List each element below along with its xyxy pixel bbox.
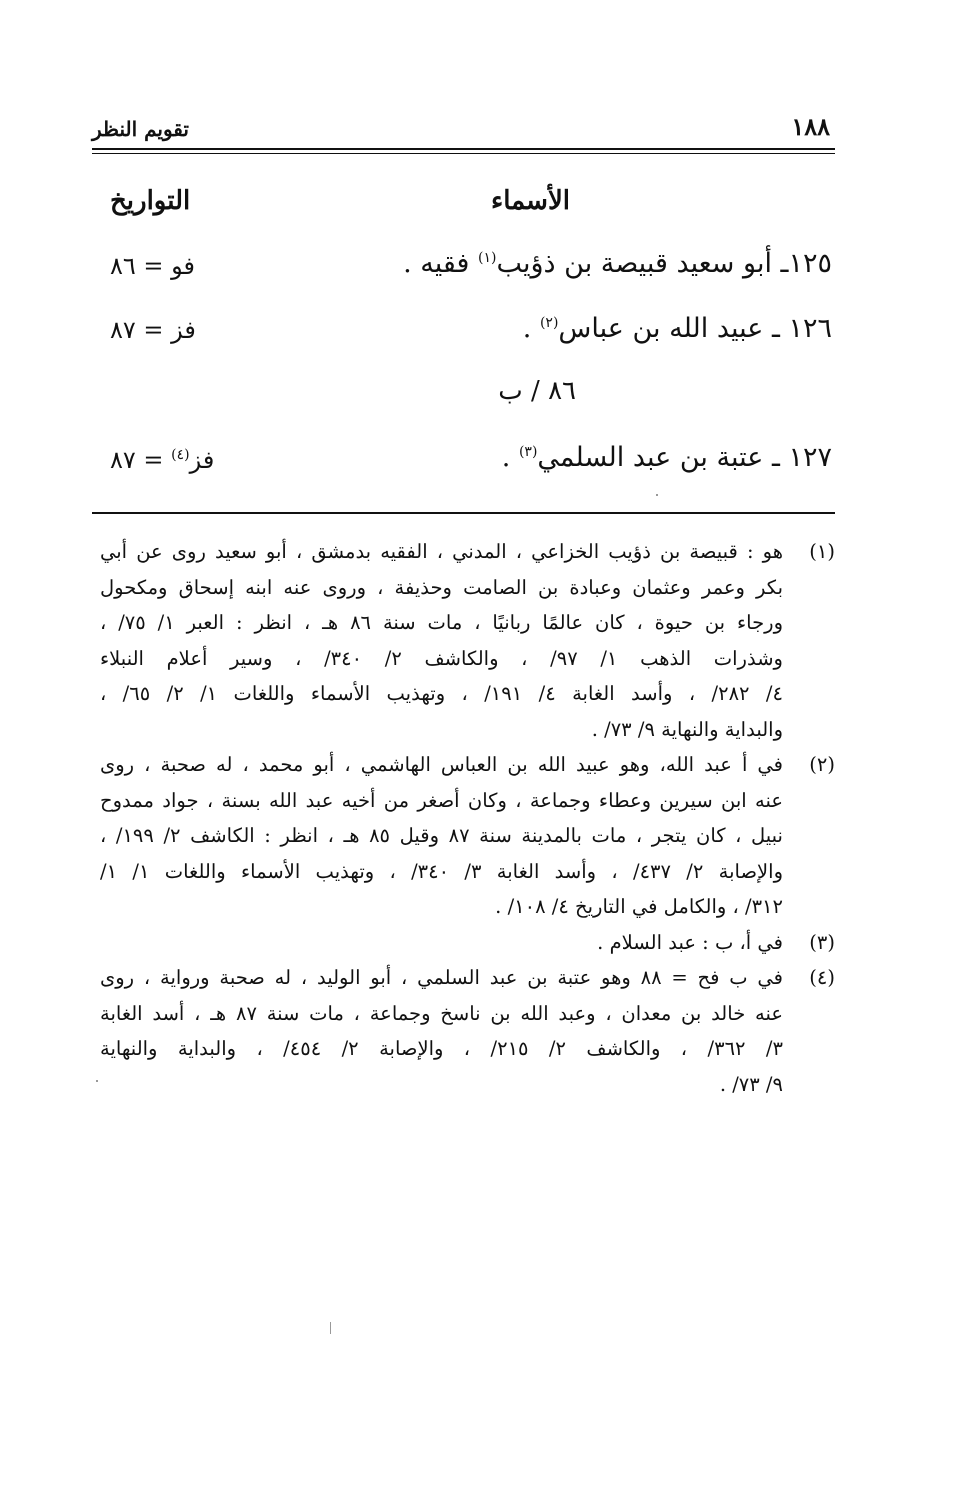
entry-125-date: فو = ٨٦ — [110, 252, 196, 280]
dates-column-heading: التواريخ — [110, 186, 191, 216]
footnote-ref-4: (٤) — [171, 447, 190, 463]
footnote-line: بكر وعمر وعثمان وعبادة بن الصامت وحذيفة ، وروى عنه ابنه إسحاق ومكحول — [100, 575, 783, 599]
page-number: ١٨٨ — [791, 112, 830, 141]
footnote-line: عنه خالد بن معدان ، وعبد الله بن ناسخ وجماعة ، مات سنة ٨٧ هـ ، أسد الغابة — [100, 1001, 783, 1025]
footnote-line: نبيل ، كان يتجر ، مات بالمدينة سنة ٨٧ وقيل ٨٥ هـ ، انظر : الكاشف ٢/ ١٩٩/ ، — [100, 824, 783, 847]
footnote-text — [100, 960, 783, 1102]
footnote-line: في أ عبد الله، وهو عبيد الله بن العباس الهاشمي ، أبو محمد ، له صحبة ، روى — [100, 753, 783, 776]
footnote-line: في أ، ب : عبد السلام . — [597, 930, 783, 954]
footnote-line: ٤/ ٢٨٢/ ، وأسد الغابة ٤/ ١٩١/ ، وتهذيب الأسماء واللغات ١/ ٢/ ٦٥/ ، — [100, 682, 783, 705]
footnote-number: (٢) — [809, 753, 835, 776]
footnote-1 — [100, 534, 835, 747]
entry-127-date — [110, 446, 214, 474]
footnote-3 — [100, 925, 835, 961]
entry-name-suffix: . — [501, 442, 519, 473]
footnote-line: والبداية والنهاية ٩/ ٧٣/ . — [591, 717, 783, 741]
entry-125-name — [403, 248, 832, 279]
entry-126-name — [523, 313, 832, 344]
entry-name-text: ١٢٥ـ أبو سعيد قبيصة بن ذؤيب — [496, 248, 832, 279]
footnote-ref-3: (٣) — [518, 444, 538, 460]
footnote-text — [100, 747, 783, 925]
header-rule-top — [92, 148, 835, 150]
footnote-line: ٩/ ٧٣/ . — [719, 1072, 783, 1096]
footnote-ref-2: (٢) — [539, 315, 559, 331]
footnote-text — [100, 925, 783, 961]
entry-name-suffix: . — [522, 313, 540, 344]
scan-speck — [96, 1080, 98, 1082]
names-column-heading: الأسماء — [490, 186, 570, 216]
footnote-number: (١) — [809, 540, 835, 563]
scan-speck — [330, 1322, 331, 1334]
scan-speck — [656, 494, 658, 496]
footnote-line: ورجاء بن حيوة ، كان عالمًا ربانيًا ، مات سنة ٨٦ هـ ، انظر : العبر ١/ ٧٥/ ، — [100, 611, 784, 634]
entry-127-name — [502, 442, 832, 473]
footnote-line: والإصابة ٢/ ٤٣٧/ ، وأسد الغابة ٣/ ٣٤٠/ ، وتهذيب الأسماء واللغات ١/ ١/ — [100, 859, 784, 883]
manuscript-folio-marker: ٨٦ / ب — [498, 376, 576, 406]
entry-name-text: ١٢٦ ـ عبيد الله بن عباس — [558, 313, 832, 344]
entry-126-date: فز = ٨٧ — [110, 316, 196, 344]
footnote-line: هو : قبيصة بن ذؤيب الخزاعي ، المدني ، الفقيه بدمشق ، أبو سعيد روى عن أبي — [100, 540, 783, 563]
footnote-4 — [100, 960, 835, 1102]
entry-name-suffix: فقيه . — [403, 248, 478, 279]
footnote-line: في ب فح = ٨٨ وهو عتبة بن عبد السلمي ، أبو الوليد ، له صحبة ورواية ، روى — [100, 966, 783, 989]
running-title: تقويم النظر — [92, 117, 189, 141]
footnote-line: عنه ابن سيرين وعطاء وجماعة ، وكان أصغر من أخيه عبد الله بسنة ، جواد ممدوح — [100, 788, 783, 812]
footnote-text — [100, 534, 783, 747]
footnote-ref-1: (١) — [478, 250, 497, 266]
footnote-line: ٣١٢/ ، والكامل في التاريخ ٤/ ١٠٨/ . — [495, 895, 783, 918]
footnote-line: ٣/ ٣٦٢/ ، والكاشف ٢/ ٢١٥/ ، والإصابة ٢/ ٤٥٤/ ، والبداية والنهاية — [100, 1037, 783, 1060]
footnote-2 — [100, 747, 835, 925]
footnote-line: وشذرات الذهب ١/ ٩٧/ ، والكاشف ٢/ ٣٤٠/ ، وسير أعلام النبلاء — [100, 646, 783, 670]
footnote-number: (٣) — [809, 930, 835, 954]
date-value: = ٨٧ — [110, 446, 172, 474]
footnote-separator — [92, 512, 835, 514]
date-code: فز — [189, 446, 215, 474]
entry-name-text: ١٢٧ ـ عتبة بن عبد السلمي — [537, 442, 832, 473]
header-rule-bottom — [92, 153, 835, 154]
footnotes — [100, 534, 835, 1102]
footnote-number: (٤) — [809, 966, 835, 989]
